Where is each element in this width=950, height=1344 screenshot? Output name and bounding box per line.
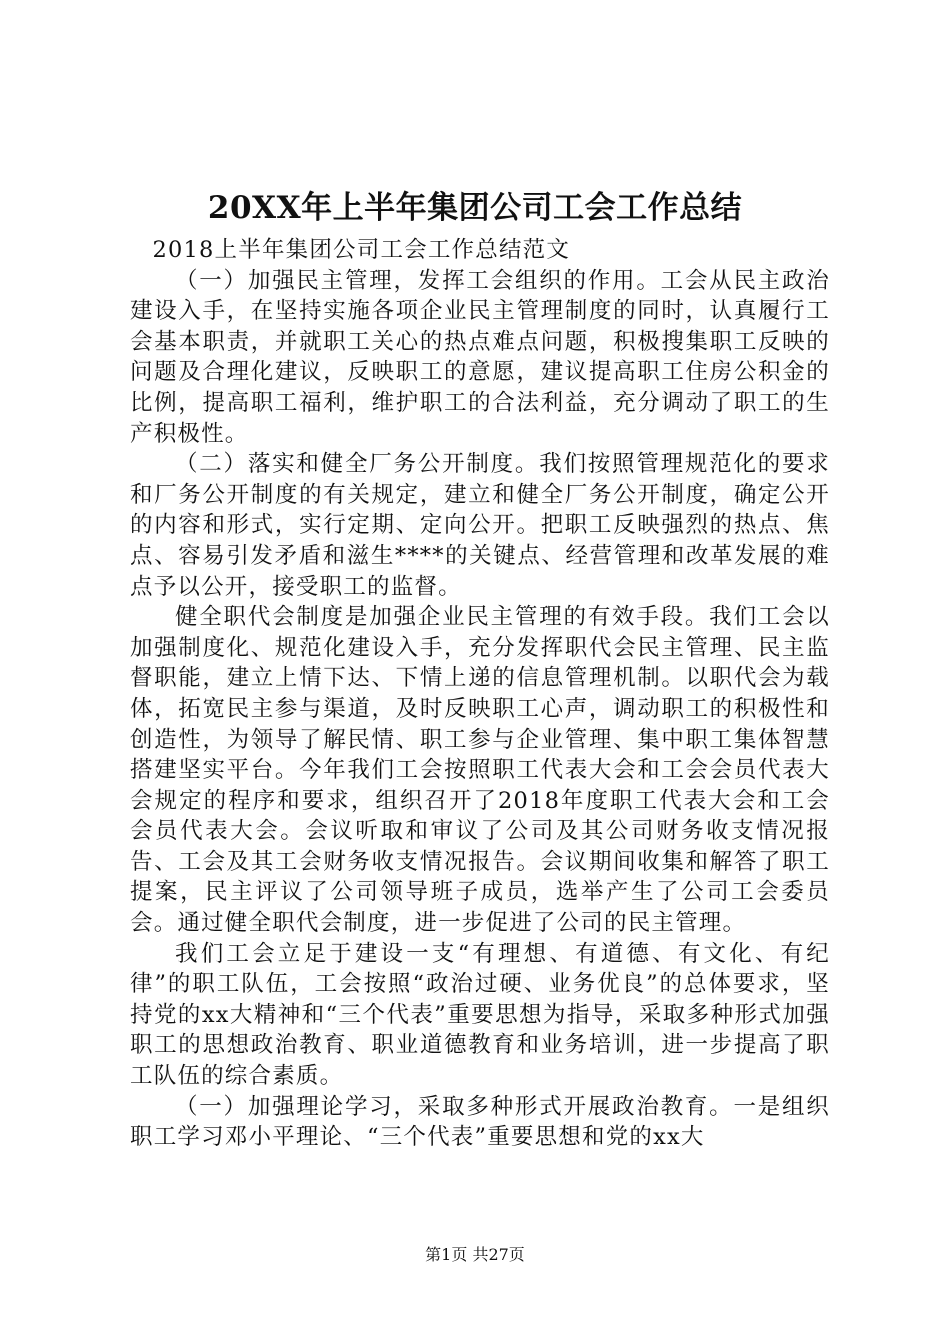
paragraph: 我们工会立足于建设一支“有理想、有道德、有文化、有纪律”的职工队伍，工会按照“政治过硬、业务优良”的总体要求，坚持党的xx大精神和“三个代表”重要思想为指导，采取多种形式加强职工的思想政治教育、职业道德教育和业务培训，进一步提高了职工队伍的综合素质。 bbox=[130, 940, 830, 1090]
document-body bbox=[130, 235, 830, 1153]
page-footer: 第1页 共27页 bbox=[425, 1245, 525, 1264]
document-subtitle: 2018上半年集团公司工会工作总结范文 bbox=[152, 237, 571, 263]
paragraph: （一）加强理论学习，采取多种形式开展政治教育。一是组织职工学习邓小平理论、“三个代表”重要思想和党的xx大 bbox=[130, 1093, 830, 1151]
document-title: 20XX年上半年集团公司工会工作总结 bbox=[207, 190, 743, 226]
paragraph: （二）落实和健全厂务公开制度。我们按照管理规范化的要求和厂务公开制度的有关规定，建立和健全厂务公开制度，确定公开的内容和形式，实行定期、定向公开。把职工反映强烈的热点、焦点、容易引发矛盾和滋生****的关键点、经营管理和改革发展的难点予以公开，接受职工的监督。 bbox=[130, 451, 830, 600]
paragraph: （一）加强民主管理，发挥工会组织的作用。工会从民主政治建设入手，在坚持实施各项企业民主管理制度的同时，认真履行工会基本职责，并就职工关心的热点难点问题，积极搜集职工反映的问题及合理化建议，反映职工的意愿，建议提高职工住房公积金的比例，提高职工福利，维护职工的合法利益，充分调动了职工的生产积极性。 bbox=[130, 267, 830, 447]
paragraph: 健全职代会制度是加强企业民主管理的有效手段。我们工会以加强制度化、规范化建设入手，充分发挥职代会民主管理、民主监督职能，建立上情下达、下情上递的信息管理机制。以职代会为载体，拓宽民主参与渠道，及时反映职工心声，调动职工的积极性和创造性，为领导了解民情、职工参与企业管理、集中职工集体智慧搭建坚实平台。今年我们工会按照职工代表大会和工会会员代表大会规定的程序和要求，组织召开了2018年度职工代表大会和工会会员代表大会。会议听取和审议了公司及其公司财务收支情况报告、工会及其工会财务收支情况报告。会议期间收集和解答了职工提案，民主评议了公司领导班子成员，选举产生了公司工会委员会。通过健全职代会制度，进一步促进了公司的民主管理。 bbox=[130, 604, 830, 937]
